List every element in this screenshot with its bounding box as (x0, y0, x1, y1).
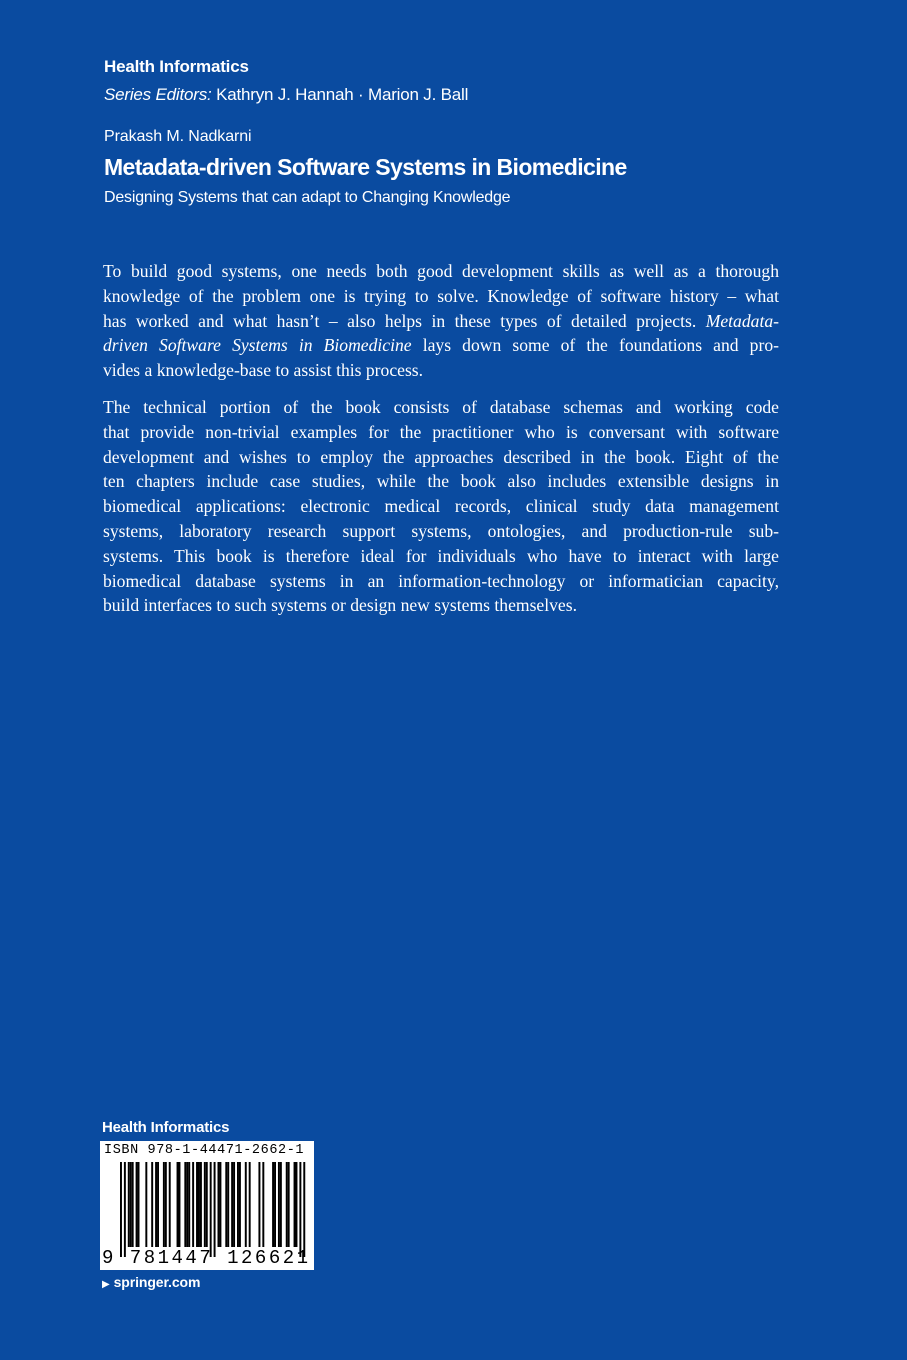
barcode-bar (206, 1162, 208, 1247)
barcode-bar (188, 1162, 190, 1247)
barcode-bar (163, 1162, 165, 1247)
barcode-bar (258, 1162, 260, 1247)
text-line: knowledge of the problem one is trying to solve. Knowledge of software history – what (103, 285, 779, 306)
text-segment: has worked and what hasn’t – also helps in these types of detailed projects. (103, 310, 706, 331)
barcode-bar (179, 1162, 181, 1247)
text-line: To build good systems, one needs both good development skills as well as a thorough (103, 261, 779, 281)
barcode-bar (214, 1162, 216, 1257)
barcode-bar (200, 1162, 202, 1247)
series-editors-names: Kathryn J. Hannah · Marion J. Ball (216, 85, 469, 104)
barcode-bar (186, 1162, 188, 1247)
barcode-bar (299, 1162, 301, 1257)
barcode-bar (204, 1162, 206, 1247)
ean-digits: 9 781447 126621 (102, 1247, 311, 1269)
barcode-bar (151, 1162, 153, 1247)
barcode-bar (237, 1162, 239, 1247)
barcode-bar (124, 1162, 126, 1257)
barcode-bar (296, 1162, 298, 1247)
barcode-bar (177, 1162, 179, 1247)
triangle-right-icon: ▶ (102, 1279, 110, 1290)
website-text[interactable]: springer.com (113, 1274, 201, 1290)
website-link[interactable] (102, 1274, 200, 1290)
barcode-bar (132, 1162, 134, 1247)
barcode-bar (198, 1162, 200, 1247)
barcode-bar (196, 1162, 198, 1247)
text-line: build interfaces to such systems or design new systems themselves. (103, 595, 577, 616)
barcode-bar (157, 1162, 159, 1247)
text-line: development and wishes to employ the approaches described in the book. Eight of the (103, 446, 779, 467)
barcode-bar (280, 1162, 282, 1247)
barcode-bar (286, 1162, 288, 1247)
barcode-bar (128, 1162, 130, 1247)
barcode-bar (262, 1162, 264, 1247)
barcode-bar (225, 1162, 227, 1247)
barcode-bar (278, 1162, 280, 1247)
text-line (103, 309, 779, 334)
barcode-bar (218, 1162, 220, 1247)
description (103, 259, 779, 630)
barcode-bar (145, 1162, 147, 1247)
barcode-bar (136, 1162, 138, 1247)
barcode-bar (210, 1162, 212, 1257)
text-line: vides a knowledge-base to assist this process. (103, 360, 424, 381)
author: Prakash M. Nadkarni (104, 128, 252, 145)
text-line: The technical portion of the book consists of database schemas and working code (103, 396, 779, 417)
barcode-bar (272, 1162, 274, 1247)
barcode-bar (227, 1162, 229, 1247)
book-title-italic: Metadata- (705, 310, 779, 331)
description-paragraph-1 (103, 259, 779, 383)
text-line: systems, laboratory research support systems, ontologies, and production-rule sub- (103, 520, 779, 541)
series-editors (104, 85, 468, 105)
text-line: systems. This book is therefore ideal for individuals who have to interact with large (103, 545, 779, 566)
barcode-bar (245, 1162, 247, 1247)
barcode-bar (219, 1162, 221, 1247)
barcode-bar (231, 1162, 233, 1247)
barcode-bar (274, 1162, 276, 1247)
barcode-bar (138, 1162, 140, 1247)
barcode-box (100, 1141, 314, 1270)
barcode-bar (165, 1162, 167, 1247)
barcode-bar (249, 1162, 251, 1247)
text-line (103, 333, 779, 358)
book-title: Metadata-driven Software Systems in Biomedicine (104, 154, 627, 180)
barcode-bar (294, 1162, 296, 1247)
barcode-bar (120, 1162, 122, 1257)
barcode-bar (192, 1162, 194, 1247)
text-line: biomedical database systems in an information-technology or informatician capacity, (103, 570, 779, 591)
barcode-bar (239, 1162, 241, 1247)
text-line: that provide non-trivial examples for the practitioner who is conversant with software (103, 421, 779, 442)
description-paragraph-2 (103, 395, 779, 618)
barcode-bar (288, 1162, 290, 1247)
text-line: biomedical applications: electronic medical records, clinical study data management (103, 496, 779, 517)
barcode-bar (169, 1162, 171, 1247)
footer-series-title: Health Informatics (102, 1119, 230, 1136)
series-editors-label: Series Editors: (104, 85, 212, 104)
text-line: ten chapters include case studies, while the book also includes extensible designs in (103, 471, 779, 492)
barcode-bar (184, 1162, 186, 1247)
text-segment: lays down some of the foundations and pro- (422, 335, 779, 356)
isbn-text: ISBN 978-1-44471-2662-1 (104, 1143, 305, 1158)
barcode-bar (303, 1162, 305, 1257)
barcode-bar (155, 1162, 157, 1247)
series-title: Health Informatics (104, 57, 249, 76)
book-subtitle: Designing Systems that can adapt to Changing Knowledge (104, 189, 511, 206)
book-title-italic: driven Software Systems in Biomedicine (103, 335, 412, 356)
barcode-bar (233, 1162, 235, 1247)
barcode-bar (130, 1162, 132, 1247)
